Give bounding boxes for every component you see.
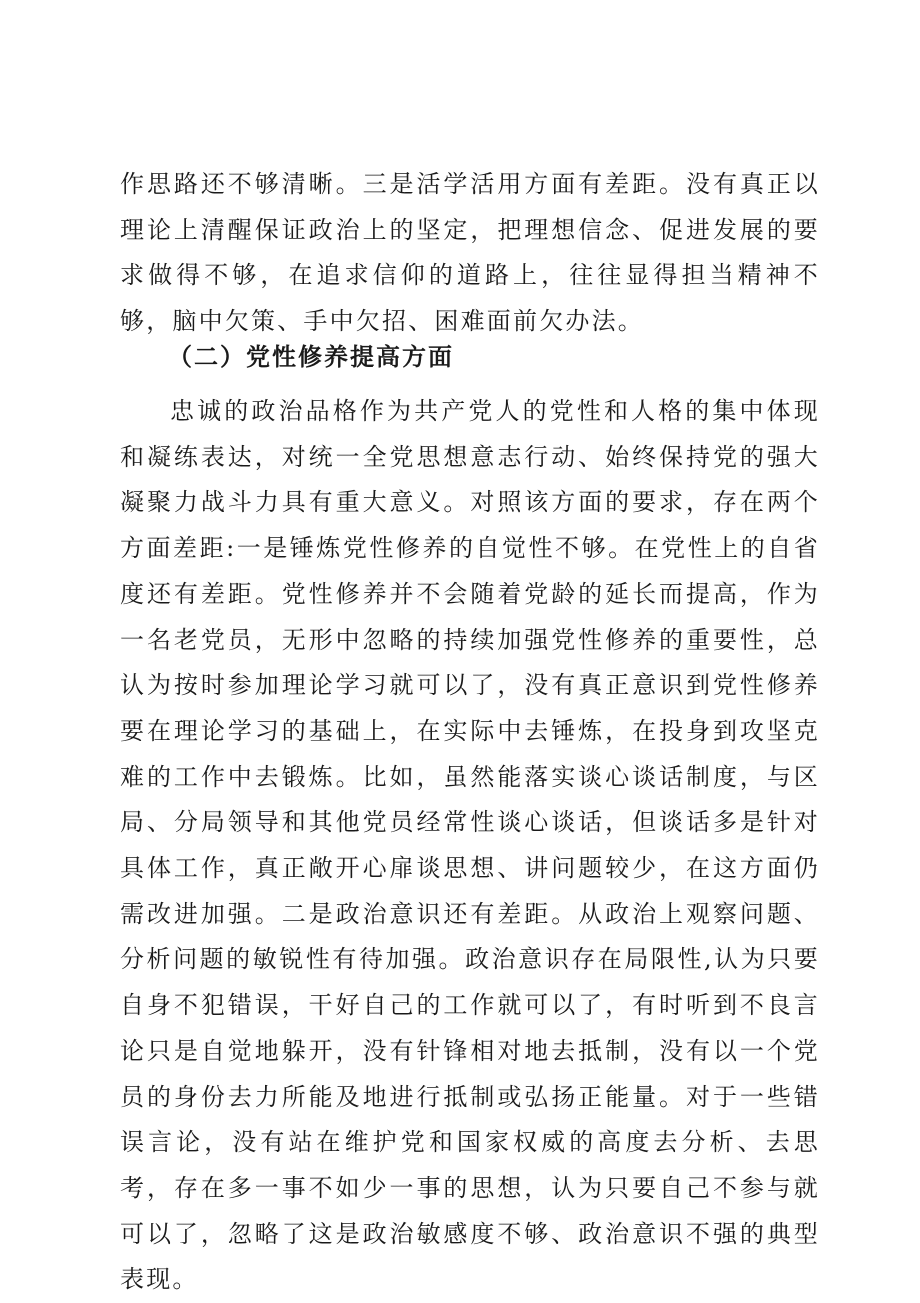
paragraph-party-spirit: 忠诚的政治品格作为共产党人的党性和人格的集中体现和凝练表达，对统一全党思想意志行动、始终保持党的强大凝聚力战斗力具有重大意义。对照该方面的要求，存在两个方面差距:一是锤炼党性修养的自觉性不够。在党性上的自省度还有差距。党性修养并不会随着党龄的延长而提高，作为一名老党员，无形中忽略的持续加强党性修养的重要性，总认为按时参加理论学习就可以了，没有真正意识到党性修养要在理论学习的基础上，在实际中去锤炼，在投身到攻坚克难的工作中去锻炼。比如，虽然能落实谈心谈话制度，与区局、分局领导和其他党员经常性谈心谈话，但谈话多是针对具体工作，真正敞开心扉谈思想、讲问题较少，在这方面仍需改进加强。二是政治意识还有差距。从政治上观察问题、分析问题的敏锐性有待加强。政治意识存在局限性,认为只要自身不犯错误，干好自己的工作就可以了，有时听到不良言论只是自觉地躲开，没有针锋相对地去抵制，没有以一个党员的身份去力所能及地进行抵制或弘扬正能量。对于一些错误言论，没有站在维护党和国家权威的高度去分析、去思考，存在多一事不如少一事的思想，认为只要自己不参与就可以了，忽略了这是政治敏感度不够、政治意识不强的典型表现。 bbox=[120, 397, 820, 1294]
paragraph-continuation: 作思路还不够清晰。三是活学活用方面有差距。没有真正以理论上清醒保证政治上的坚定，把理想信念、促进发展的要求做得不够，在追求信仰的道路上，往往显得担当精神不够，脑中欠策、手中欠招、困难面前欠办法。 bbox=[120, 170, 820, 336]
section-heading: （二）党性修养提高方面 bbox=[168, 343, 454, 371]
